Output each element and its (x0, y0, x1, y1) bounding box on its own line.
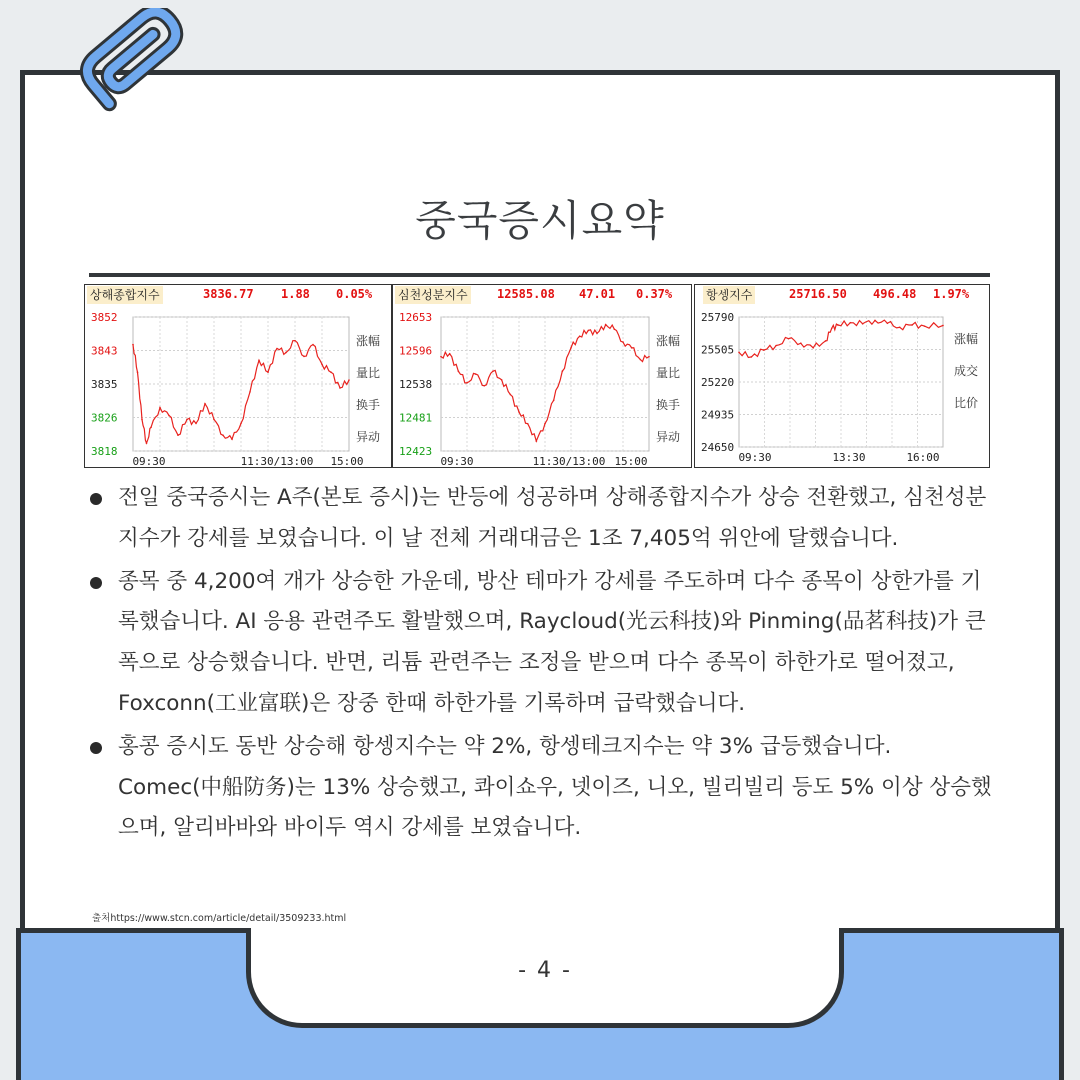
index-name: 상해종합지수 (87, 286, 163, 304)
page-title: 중국증시요약 (415, 196, 665, 245)
bullet-icon (90, 493, 102, 505)
x-tick-label: 09:30 (132, 455, 166, 468)
chart-header (393, 285, 691, 305)
x-tick-label: 15:00 (330, 455, 364, 468)
data-point (527, 423, 529, 425)
data-point (249, 391, 251, 393)
bullet-text: 종목 중 4,200여 개가 상승한 가운데, 방산 테마가 강세를 주도하며 다수 종목이 상한가를 기록했습니다. AI 응용 관련주도 활발했으며, Raycloud(光云科技)와 Pinming(品茗科技)가 큰 폭으로 상승했습니다. 반면, 리튬 관련주는 조정을 받으며 다수 종목이 하한가로 떨어졌고, Foxconn(工业富联)은 장중 한때 하한가를 기록하며 급락했습니다. (118, 568, 986, 716)
index-change-pct: 1.97% (933, 287, 970, 301)
data-point (800, 342, 802, 344)
y-tick-label: 24935 (701, 408, 735, 422)
chart-panel-hangseng (694, 284, 990, 468)
index-name: 심천성분지수 (395, 286, 471, 304)
data-point (276, 348, 278, 350)
data-point (285, 352, 287, 354)
data-point (831, 328, 833, 330)
data-point (825, 340, 827, 342)
y-tick-label: 12481 (399, 411, 433, 425)
data-point (849, 322, 851, 324)
data-point (536, 440, 538, 442)
data-point (146, 442, 148, 444)
y-tick-label: 24650 (701, 441, 735, 454)
index-price: 12585.08 (497, 287, 555, 301)
data-point (924, 325, 926, 327)
data-point (466, 382, 468, 384)
paperclip-icon (60, 8, 220, 148)
data-point (312, 344, 314, 346)
page-number: - 4 - (518, 958, 572, 983)
data-point (177, 434, 179, 436)
chart-panel-shanghai (84, 284, 392, 468)
data-point (159, 407, 161, 409)
data-point (231, 438, 233, 440)
data-point (449, 353, 451, 355)
list-item (88, 562, 998, 725)
data-point (258, 360, 260, 362)
intraday-chart (695, 305, 990, 468)
data-point (204, 403, 206, 405)
data-point (222, 434, 224, 436)
y-tick-label: 25505 (701, 343, 735, 357)
y-tick-label: 12538 (399, 378, 433, 391)
data-point (240, 423, 242, 425)
data-point (775, 345, 777, 347)
data-point (911, 324, 913, 326)
x-tick-label: 11:30/13:00 (240, 455, 314, 468)
data-point (588, 330, 590, 332)
data-point (640, 359, 642, 361)
bullet-icon (90, 742, 102, 754)
data-point (267, 371, 269, 373)
data-point (631, 347, 633, 349)
data-point (812, 347, 814, 349)
x-tick-label: 16:00 (906, 451, 940, 464)
index-name: 항셍지수 (703, 286, 755, 304)
data-point (150, 427, 152, 429)
data-point (137, 371, 139, 373)
data-point (168, 415, 170, 417)
side-label[interactable]: 换手 (355, 398, 380, 412)
y-tick-label: 3835 (91, 378, 118, 391)
side-label[interactable]: 换手 (655, 398, 680, 412)
index-price: 25716.50 (789, 287, 847, 301)
x-tick-label: 11:30/13:00 (532, 455, 606, 468)
bullet-text: 전일 중국증시는 A주(본토 증시)는 반등에 성공하며 상해종합지수가 상승 전환했고, 심천성분지수가 강세를 보였습니다. 이 날 전체 거래대금은 1조 7,405억 위안에 달했습니다. (118, 485, 987, 551)
y-tick-label: 3843 (91, 344, 118, 358)
summary-list (88, 478, 998, 851)
side-menu (649, 325, 687, 453)
list-item (88, 727, 998, 849)
data-point (475, 373, 477, 375)
side-label[interactable]: 量比 (655, 366, 680, 380)
data-point (605, 324, 607, 326)
side-label[interactable]: 涨幅 (953, 332, 978, 346)
side-label[interactable]: 涨幅 (355, 334, 380, 348)
data-point (330, 371, 332, 373)
data-point (763, 349, 765, 351)
index-change-pct: 0.37% (636, 287, 673, 301)
data-point (899, 326, 901, 328)
data-point (622, 341, 624, 343)
side-label[interactable]: 异动 (355, 430, 380, 444)
title-divider (89, 273, 990, 277)
bullet-icon (90, 577, 102, 589)
data-point (484, 385, 486, 387)
side-menu (947, 323, 985, 419)
intraday-chart (85, 305, 392, 468)
data-point (862, 323, 864, 325)
data-point (562, 370, 564, 372)
data-point (887, 322, 889, 324)
x-tick-label: 15:00 (614, 455, 648, 468)
data-point (579, 335, 581, 337)
side-label[interactable]: 涨幅 (655, 334, 680, 348)
data-point (141, 419, 143, 421)
chart-header (695, 285, 989, 305)
side-label[interactable]: 量比 (355, 366, 380, 380)
data-point (132, 344, 134, 346)
y-tick-label: 12596 (399, 344, 433, 358)
y-tick-label: 3852 (91, 311, 118, 324)
data-point (186, 419, 188, 421)
y-tick-label: 25790 (701, 311, 735, 324)
data-point (458, 370, 460, 372)
side-label[interactable]: 成交 (953, 364, 978, 378)
side-label[interactable]: 比价 (953, 396, 978, 410)
data-point (213, 419, 215, 421)
x-tick-label: 09:30 (440, 455, 474, 468)
data-point (339, 387, 341, 389)
data-point (570, 347, 572, 349)
data-point (492, 370, 494, 372)
index-change: 47.01 (579, 287, 616, 301)
data-point (751, 356, 753, 358)
y-tick-label: 3826 (91, 411, 118, 425)
data-point (195, 423, 197, 425)
side-label[interactable]: 异动 (655, 430, 680, 444)
data-point (788, 338, 790, 340)
index-change: 496.48 (873, 287, 917, 301)
y-tick-label: 12423 (399, 445, 433, 458)
source-citation: 출처https://www.stcn.com/article/detail/3509233.html (92, 913, 347, 924)
data-point (614, 328, 616, 330)
data-point (942, 325, 944, 327)
list-item (88, 478, 998, 560)
data-point (518, 411, 520, 413)
y-tick-label: 12653 (399, 311, 433, 324)
x-tick-label: 09:30 (738, 451, 772, 464)
data-point (321, 363, 323, 365)
x-tick-label: 13:30 (832, 451, 866, 464)
data-point (440, 356, 442, 358)
data-point (501, 379, 503, 381)
index-change-pct: 0.05% (336, 287, 373, 301)
data-point (510, 394, 512, 396)
data-point (303, 356, 305, 358)
index-price: 3836.77 (203, 287, 254, 301)
intraday-chart (393, 305, 692, 468)
data-point (837, 324, 839, 326)
side-menu (349, 325, 387, 453)
data-point (596, 333, 598, 335)
chart-header (85, 285, 391, 305)
y-tick-label: 25220 (701, 376, 735, 389)
data-point (874, 320, 876, 322)
data-point (544, 423, 546, 425)
data-point (738, 352, 740, 354)
y-tick-label: 3818 (91, 445, 118, 458)
bullet-text: 홍콩 증시도 동반 상승해 항셍지수는 약 2%, 항셍테크지수는 약 3% 급등했습니다. Comec(中船防务)는 13% 상승했고, 콰이쇼우, 넷이즈, 니오, 빌리빌리 등도 5% 이상 상승했으며, 알리바바와 바이두 역시 강세를 보였습니다. (118, 733, 992, 841)
data-point (294, 340, 296, 342)
index-change: 1.88 (281, 287, 310, 301)
data-point (553, 400, 555, 402)
chart-panel-shenzhen (392, 284, 692, 468)
